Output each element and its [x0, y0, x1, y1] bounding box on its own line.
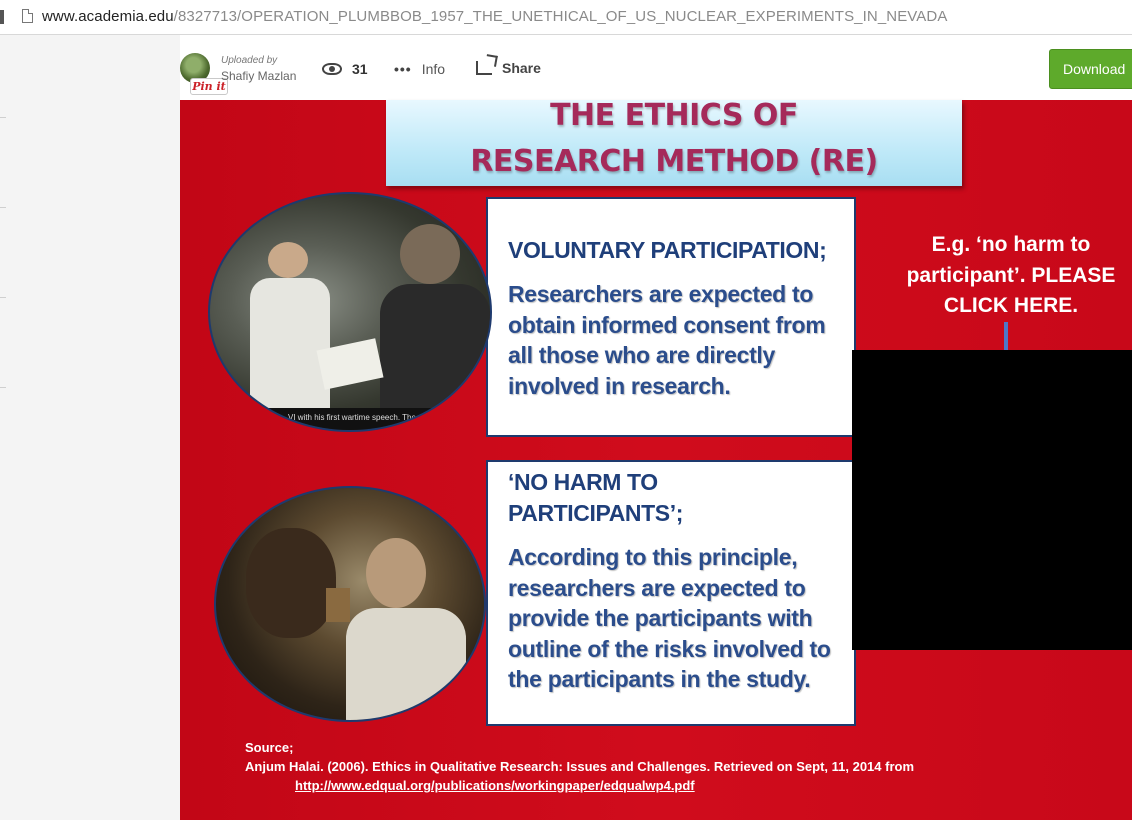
- url-path: /8327713/OPERATION_PLUMBBOB_1957_THE_UNETHICAL_OF_US_NUCLEAR_EXPERIMENTS_IN_NEVADA: [173, 8, 948, 25]
- source-citation: Anjum Halai. (2006). Ethics in Qualitative Research: Issues and Challenges. Retrieved on Sept, 11, 2014 from: [245, 759, 915, 774]
- callout2-body: According to this principle, researchers are expected to provide the participants with outline of the risks involved to the participants in the study.: [508, 544, 831, 692]
- slide-title-line1: THE ETHICS OF: [550, 98, 798, 133]
- figure-body: [380, 284, 490, 414]
- gutter-tick: [0, 297, 6, 298]
- page-icon: [22, 9, 33, 23]
- embedded-video-area[interactable]: [852, 350, 1132, 650]
- voluntary-participation-callout: [486, 197, 856, 437]
- example-click-text[interactable]: E.g. ‘no harm to participant’. PLEASE CLICK HERE.: [906, 233, 1116, 317]
- film-still-image-1: [208, 192, 492, 432]
- uploaded-by-label: Uploaded by: [221, 55, 278, 66]
- figure-body: [346, 608, 466, 722]
- gutter-tick: [0, 387, 6, 388]
- source-link[interactable]: http://www.edqual.org/publications/workingpaper/edqualwp4.pdf: [295, 778, 695, 793]
- callout1-heading: VOLUNTARY PARTICIPATION;: [508, 237, 827, 263]
- share-label: Share: [502, 60, 541, 76]
- figure-body: [250, 278, 330, 408]
- eye-icon: [322, 63, 342, 75]
- image1-caption: VI with his first wartime speech. The em: [210, 408, 490, 430]
- slide-title-line2: RESEARCH METHOD (RE): [470, 144, 878, 179]
- film-still-image-2: [214, 486, 486, 722]
- left-gutter: [0, 35, 180, 820]
- views-counter: [322, 61, 368, 77]
- figure-head: [268, 242, 308, 278]
- address-bar[interactable]: [0, 0, 1132, 35]
- source-block: [245, 738, 914, 795]
- more-dots-icon: •••: [394, 61, 412, 77]
- callout2-heading: ‘NO HARM TO PARTICIPANTS’;: [508, 469, 683, 526]
- figure-head: [366, 538, 426, 608]
- figure-head: [400, 224, 460, 284]
- share-icon: [476, 61, 492, 75]
- no-harm-callout: [486, 460, 856, 726]
- gutter-tick: [0, 207, 6, 208]
- download-button[interactable]: Download: [1049, 49, 1132, 89]
- back-edge-icon: [0, 10, 4, 24]
- slide-title-box: [386, 100, 962, 186]
- document-toolbar: [180, 35, 1132, 100]
- info-button[interactable]: [394, 61, 445, 77]
- url-text[interactable]: [42, 8, 947, 25]
- gutter-tick: [0, 117, 6, 118]
- photo-prop: [326, 588, 350, 622]
- pin-it-button[interactable]: Pin it: [190, 78, 228, 95]
- document-slide: [180, 100, 1132, 820]
- share-button[interactable]: [476, 60, 541, 76]
- url-domain: www.academia.edu: [42, 8, 174, 25]
- figure-head: [246, 528, 336, 638]
- info-label: Info: [421, 61, 446, 77]
- callout1-body: Researchers are expected to obtain informed consent from all those who are directly involved in research.: [508, 281, 826, 399]
- source-label: Source;: [245, 740, 294, 755]
- uploader-name-link[interactable]: Shafiy Mazlan: [221, 69, 297, 83]
- view-count: 31: [352, 61, 368, 77]
